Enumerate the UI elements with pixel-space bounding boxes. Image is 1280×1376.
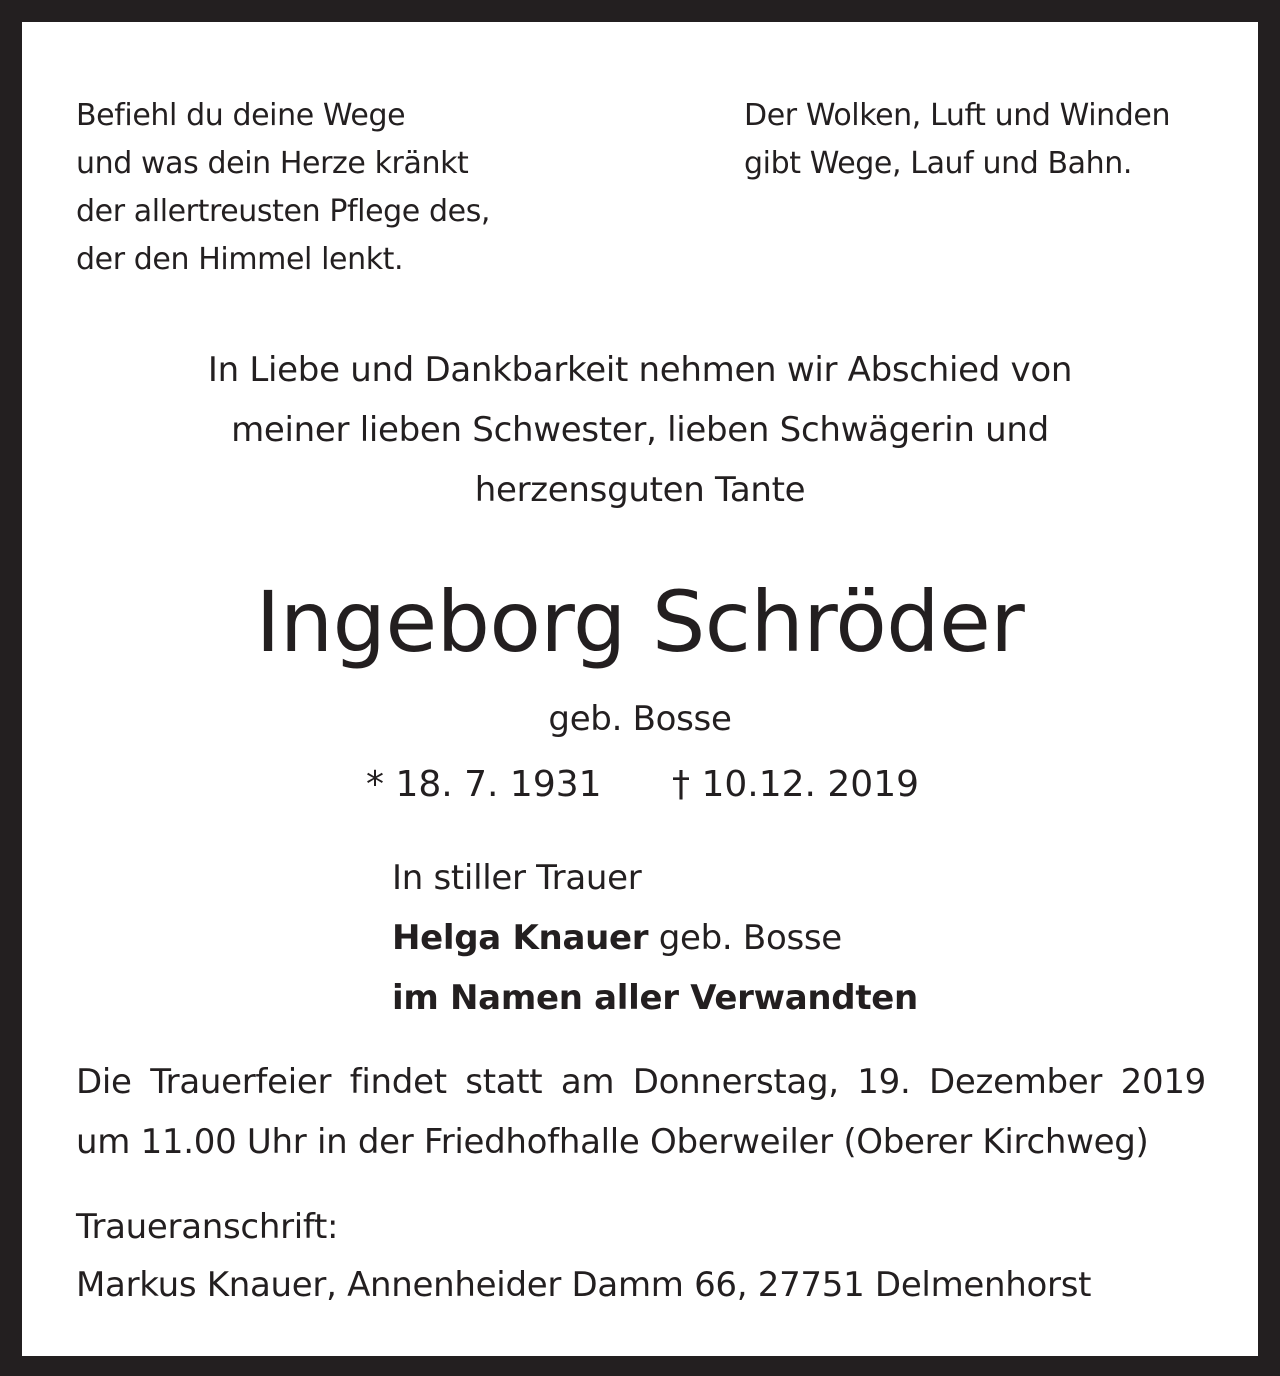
address-label: Traueranschrift:	[76, 1207, 339, 1247]
verse-right-line: gibt Wege, Lauf und Bahn.	[744, 146, 1132, 181]
verse-left-line: und was dein Herze kränkt	[76, 146, 469, 181]
ceremony-info	[76, 1052, 1206, 1172]
ceremony-line: Die Trauerfeier findet statt am Donnerstag, 19. Dezember 2019	[76, 1062, 1206, 1102]
obituary-notice	[22, 22, 1258, 1356]
verse-left-line: der den Himmel lenkt.	[76, 242, 404, 277]
intro-line: In Liebe und Dankbarkeit nehmen wir Abschied von	[207, 350, 1073, 390]
mourners-closing: im Namen aller Verwandten	[392, 978, 918, 1018]
verse-right-line: Der Wolken, Luft und Winden	[744, 98, 1171, 133]
intro-line: herzensguten Tante	[474, 470, 806, 510]
address-value: Markus Knauer, Annenheider Damm 66, 27751 Delmenhorst	[76, 1265, 1092, 1305]
mourner-maiden-name: geb. Bosse	[648, 918, 842, 958]
verse-right	[744, 92, 1170, 188]
verse-left-line: Befiehl du deine Wege	[76, 98, 406, 133]
verse-left-line: der allertreusten Pflege des,	[76, 194, 491, 229]
intro-line: meiner lieben Schwester, lieben Schwägerin und	[231, 410, 1049, 450]
mourner-line	[392, 908, 918, 968]
maiden-name: geb. Bosse	[548, 699, 732, 739]
mourning-address	[76, 1198, 1091, 1314]
death-date: † 10.12. 2019	[672, 764, 920, 805]
mourners-block	[392, 848, 918, 1028]
mourning-intro: In stiller Trauer	[392, 858, 642, 898]
farewell-intro	[22, 340, 1258, 520]
verse-left	[76, 92, 490, 284]
deceased-name: Ingeborg Schröder	[255, 573, 1025, 671]
birth-date: * 18. 7. 1931	[366, 764, 602, 805]
ceremony-line: um 11.00 Uhr in der Friedhofhalle Oberweiler (Oberer Kirchweg)	[76, 1122, 1149, 1162]
mourner-name: Helga Knauer	[392, 918, 649, 958]
